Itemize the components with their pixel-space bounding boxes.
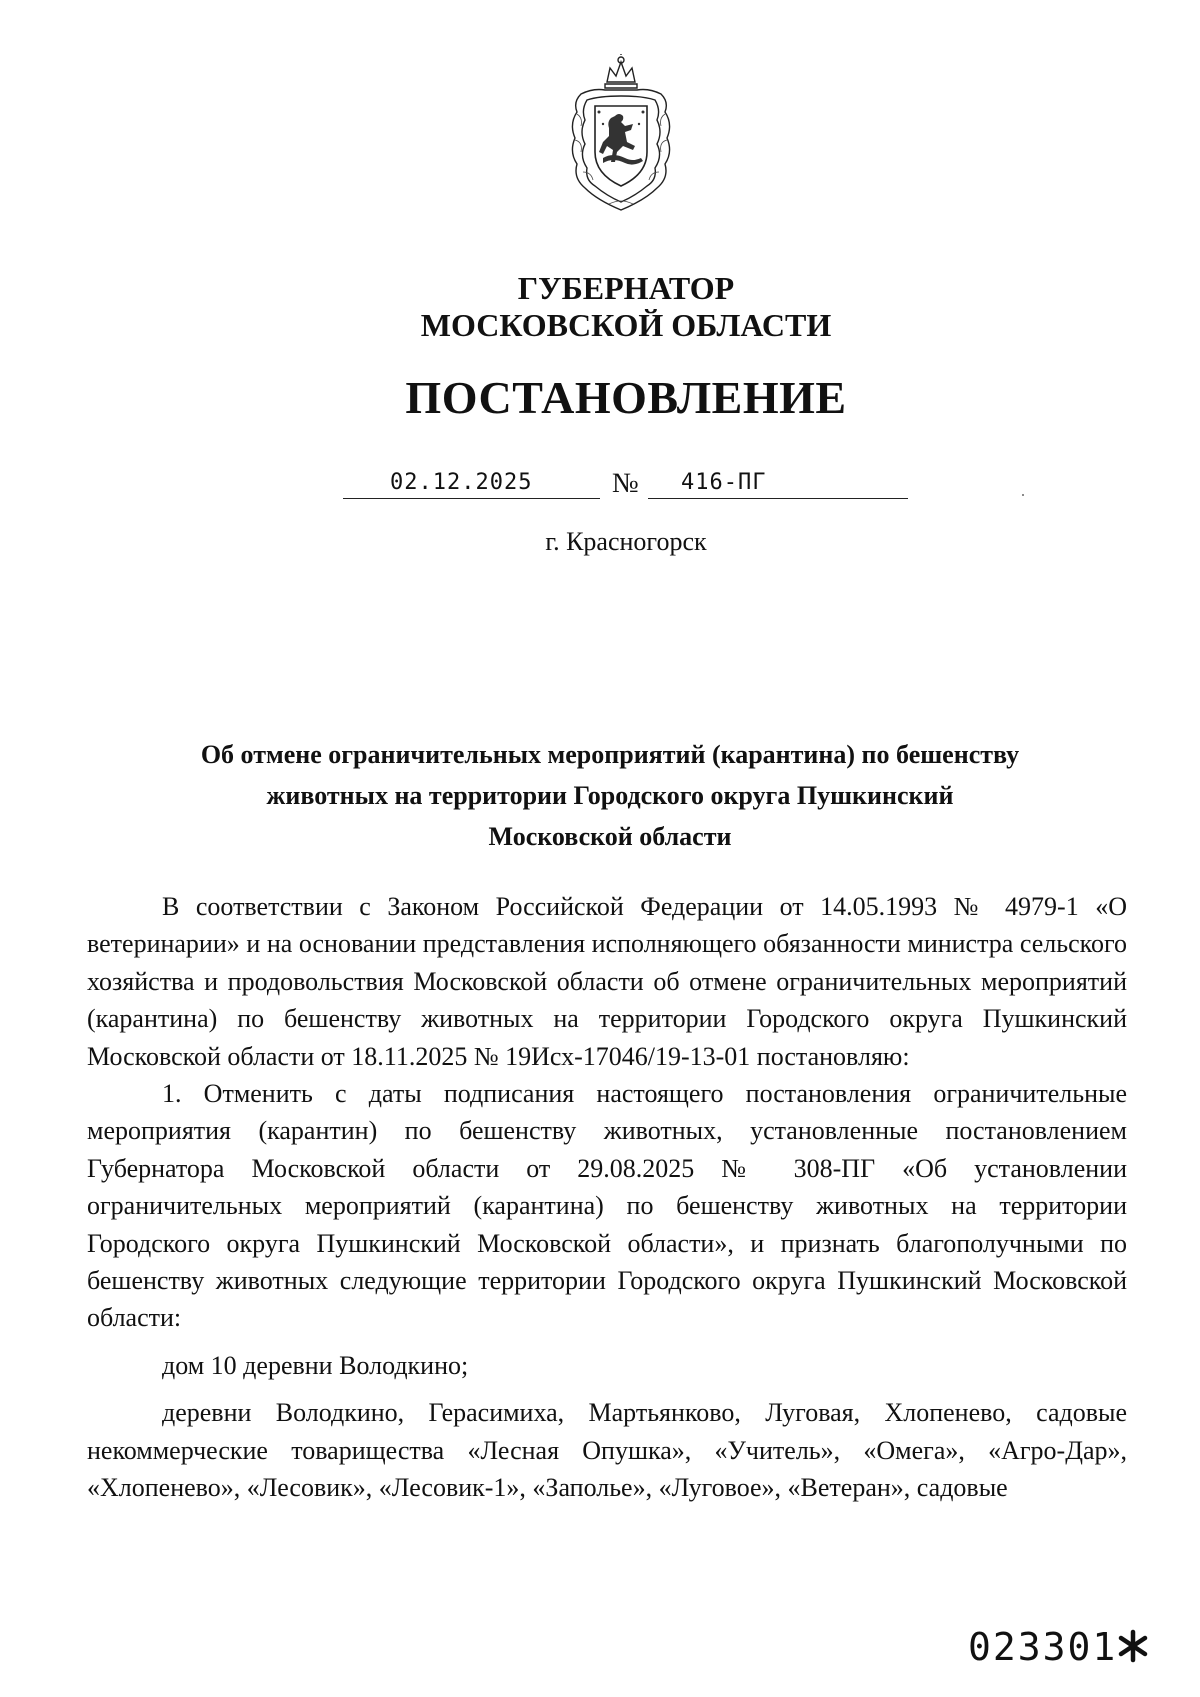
issuer-title-line2: МОСКОВСКОЙ ОБЛАСТИ bbox=[420, 307, 832, 343]
preamble-paragraph: В соответствии с Законом Российской Федерации от 14.05.1993 № 4979-1 «О ветеринарии» и на основании представления исполняющего обязанности министра сельского хозяйства и продовольствия Московской области об отмене ограничительных мероприятий (карантина) по бешенству животных на территории Городского округа Пушкинский Московской области от 18.11.2025 № 19Исх-17046/19-13-01 постановляю: bbox=[87, 892, 1127, 1071]
registration-line bbox=[0, 466, 1200, 506]
date-underline bbox=[343, 498, 600, 499]
number-underline bbox=[648, 498, 908, 499]
serial-number: 023301 bbox=[968, 1625, 1118, 1669]
document-title bbox=[150, 734, 1070, 857]
subitem-2-paragraph: деревни Володкино, Герасимиха, Мартьянково, Луговая, Хлопенево, садовые некоммерческие товарищества «Лесная Опушка», «Учитель», «Омега», «Агро-Дар», «Хлопенево», «Лесовик», «Лесовик-1», «Заполье», «Луговое», «Ветеран», садовые bbox=[87, 1398, 1127, 1503]
issuer-title-line1: ГУБЕРНАТОР bbox=[517, 270, 735, 306]
number-sign: № bbox=[612, 468, 639, 499]
title-line-2: животных на территории Городского округа Пушкинский bbox=[266, 781, 954, 810]
document-type-heading: ПОСТАНОВЛЕНИЕ bbox=[405, 372, 847, 423]
title-line-1: Об отмене ограничительных мероприятий (карантина) по бешенству bbox=[200, 740, 1020, 769]
title-line-3: Московской области bbox=[488, 822, 732, 851]
asterisk-icon bbox=[1115, 1628, 1151, 1664]
subitem-1-paragraph: дом 10 деревни Володкино; bbox=[162, 1350, 469, 1380]
item-1-paragraph: 1. Отменить с даты подписания настоящего постановления ограничительные мероприятия (карантин) по бешенству животных, установленные постановлением Губернатора Московской области от 29.08.2025 № 308-ПГ «Об установлении ограничительных мероприятий (карантина) по бешенству животных на территории Городского округа Пушкинский Московской области», и признать благополучными по бешенству животных следующие территории Городского округа Пушкинский Московской области: bbox=[87, 1079, 1127, 1333]
city-of-issue: г. Красногорск bbox=[545, 527, 707, 556]
coat-of-arms-icon bbox=[563, 54, 679, 214]
document-body bbox=[87, 888, 1127, 1507]
document-date: 02.12.2025 bbox=[390, 470, 533, 495]
speck bbox=[1022, 494, 1024, 496]
document-number: 416-ПГ bbox=[681, 470, 767, 495]
